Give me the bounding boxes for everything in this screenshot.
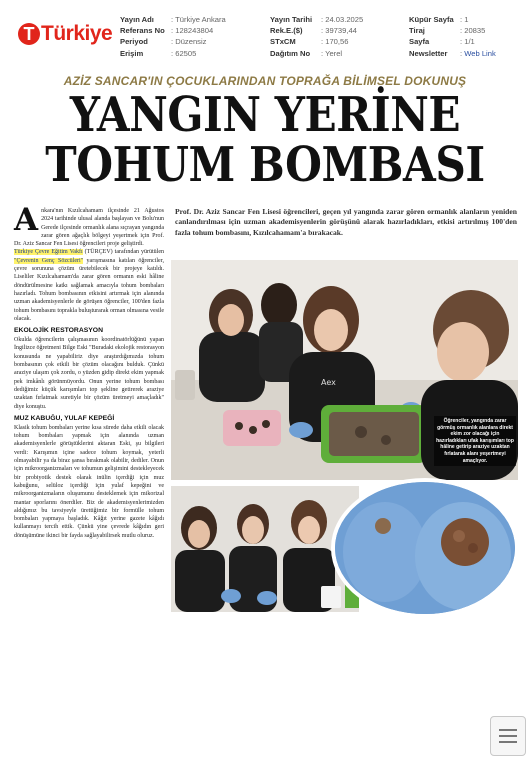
metadata-column-2 [270, 14, 363, 59]
meta-key: Rek.E.($) [270, 26, 303, 36]
meta-value: : 128243804 [171, 26, 214, 36]
highlighted-foundation: Türkiye Çevre Eğitim Vakfı [14, 249, 83, 256]
meta-key: Erişim [120, 48, 144, 58]
paragraph-contest [14, 248, 164, 323]
meta-row [120, 14, 226, 25]
headline-line-1: YANGIN YERİNE [69, 87, 461, 143]
meta-key: Sayfa [409, 37, 430, 47]
web-link[interactable]: Web Link [464, 48, 496, 58]
metadata-column-1 [120, 14, 226, 59]
meta-key: Referans No [120, 26, 165, 36]
metadata-column-3 [409, 14, 496, 59]
meta-row [409, 14, 496, 25]
meta-row [270, 48, 363, 59]
drop-cap: A [14, 202, 39, 238]
meta-key: Yayın Adı [120, 15, 154, 24]
photo-caption: Öğrenciler, yangında zarar görmüş ormanlık alanlara direkt ekim zor olacağı için hazırladıkları ufak karışımları top hâline getirip araziye uzaktan fırlatarak alanı yeşertmeyi amaçlıyor. [434, 416, 516, 466]
meta-row [270, 14, 363, 25]
clipping-metadata [120, 14, 520, 64]
meta-value: : 1/1 [460, 37, 475, 47]
headline-line-2: TOHUM BOMBASI [45, 137, 485, 193]
meta-key: Newsletter [409, 48, 448, 58]
meta-value: : 39739,44 [321, 26, 357, 36]
meta-row [270, 25, 363, 36]
highlighted-contest: "Çevrenin Genç Sözcüleri" [14, 257, 84, 264]
menu-line [499, 735, 517, 737]
menu-icon[interactable] [490, 716, 526, 756]
meta-value: : 1 [460, 15, 469, 24]
seed-bomb-closeup-photo [331, 478, 519, 618]
article-kicker: AZİZ SANCAR'IN ÇOCUKLARINDAN TOPRAĞA BİLİMSEL DOKUNUŞ [63, 74, 467, 88]
article-body-column [14, 202, 165, 540]
meta-row [409, 36, 496, 47]
paragraph-text: (TÜRÇEV) tarafından yürütülen [82, 249, 165, 256]
publication-logo [18, 22, 112, 46]
logo-mark-icon: T [18, 23, 40, 45]
meta-row [409, 25, 496, 36]
paragraph-text: yarışmasına katılan öğrenciler, çevre sorununa çözüm üretebilecek bir projeye katıldı. Liseliler Kızılcahamam'da zarar gören ormanın eski hâline döndürülmesine katkı sağlamak amacıyla tohum bombaları hazırladı. Tohum bombasının etkisini artırmak için alanında uzman akademisyenlerle de görüşen öğrenciler, 100'den fazla tohum bombasını toprakla buluşturarak orman olmasına vesile olacak. [14, 257, 164, 322]
meta-row [270, 36, 363, 47]
meta-value: : Yerel [321, 48, 343, 58]
menu-line [499, 741, 517, 743]
meta-key: Yayın Tarihi [270, 15, 313, 24]
meta-value: : 24.03.2025 [321, 15, 364, 24]
meta-value [460, 48, 496, 59]
meta-key: Dağıtım No [270, 48, 311, 58]
meta-value: : 170,56 [321, 37, 349, 47]
subheading-ekolojik: EKOLOJİK RESTORASYON [14, 327, 104, 335]
meta-value-prefix: : [460, 48, 465, 58]
subheading-muz: MUZ KABUĞU, YULAF KEPEĞİ [14, 414, 115, 422]
meta-value: : Türkiye Ankara [171, 15, 226, 24]
logo-wordmark: Türkiye [41, 22, 113, 45]
seed-bomb-illustration [335, 482, 515, 614]
article-headline [44, 87, 486, 193]
meta-row [120, 48, 226, 59]
meta-value: : 62505 [171, 48, 197, 58]
meta-key: Tiraj [409, 26, 425, 36]
article-summary: Prof. Dr. Aziz Sancar Fen Lisesi öğrencileri, geçen yıl yangında zarar gören ormanlık alanların yeniden canlandırılması için uzman akademisyenlerin görüşünü alarak hazırladıkları, etkisi artırılmış 100'den fazla tohum bombasını, Kızılcahamam'a bırakacak. [175, 207, 517, 237]
meta-row [120, 25, 226, 36]
menu-line [499, 729, 517, 731]
paragraph-intro [14, 202, 164, 248]
meta-value: : Düzensiz [171, 37, 207, 47]
paragraph-formula: Klasik tohum bombaları yerine kısa sürede daha etkili olacak tohum bombaları yapmak için alanında uzman akademisyenlerle görüştüklerini aktaran Eski, şu bilgileri verdi: Karışımın içine sadece tohum koymak, yeterli olmayabilir ya da biraz şansa bırakmak olabilir, dediler. Onun için mikroorganizmaları ve tohumun gelişimini destekleyecek bir probiyotik destek olarak inülin içerdiği için muz kabuğunu, selüloz içerdiği için yulaf kepeğini ve mikroorganizmaların oluşumunu desteklemek için mikorizal mantar sporlarını önerdiler. Biz de akademisyenlerimizden aldığımız bu tavsiyeyle ürettiğimiz bir formülle tohum bombaları yapmaya başladık. Kâğıt yerine gazete kâğıdı kullanmayı tercih ettik. Çünkü yine çevrede kâğıdın geri dönüşümüne ikinci bir fayda sağlayabilirsek mutlu oluruz. [14, 424, 164, 539]
meta-row [120, 36, 226, 47]
svg-text:Aex: Aex [321, 378, 336, 387]
meta-key: Periyod [120, 37, 148, 47]
paragraph-coordinator: Okulda öğrencilerin çalışmasının koordinatörlüğünü yapan İngilizce öğretmeni Bilge Eski "Buradaki ekolojik restorasyon konusunda ne yapabiliriz diye araştırdığımızda tohum bombasının çok etkili bir çözüm olacağını bulduk. Çünkü araziye ulaşım çok zordu, o yüzden gidip direkt ekim yapmak pek imkânlı görünmüyordu. Onun yerine tohum bombası dediğimiz küçük karışımları top şekline getirerek araziye uzaktan fırlatmak suretiyle bir çözüm üretmeyi amaçladık" diye konuştu. [14, 337, 164, 410]
meta-key: STxCM [270, 37, 296, 47]
meta-value: : 20835 [460, 26, 486, 36]
meta-row [409, 48, 496, 59]
meta-key: Küpür Sayfa [409, 15, 454, 24]
paragraph-text: nkara'nın Kızılcahamam ilçesinde 21 Ağustos 2024 tarihinde ulusal alanda başlayan ve Bolu'nun Gerede ilçesinde ormanlık alana sıçrayan yangında zarar gören ağaçlık bölgeyi yeşertmek için Prof. Dr. Aziz Sancar Fen Lisesi öğrencileri proje geliştirdi. [14, 208, 164, 248]
